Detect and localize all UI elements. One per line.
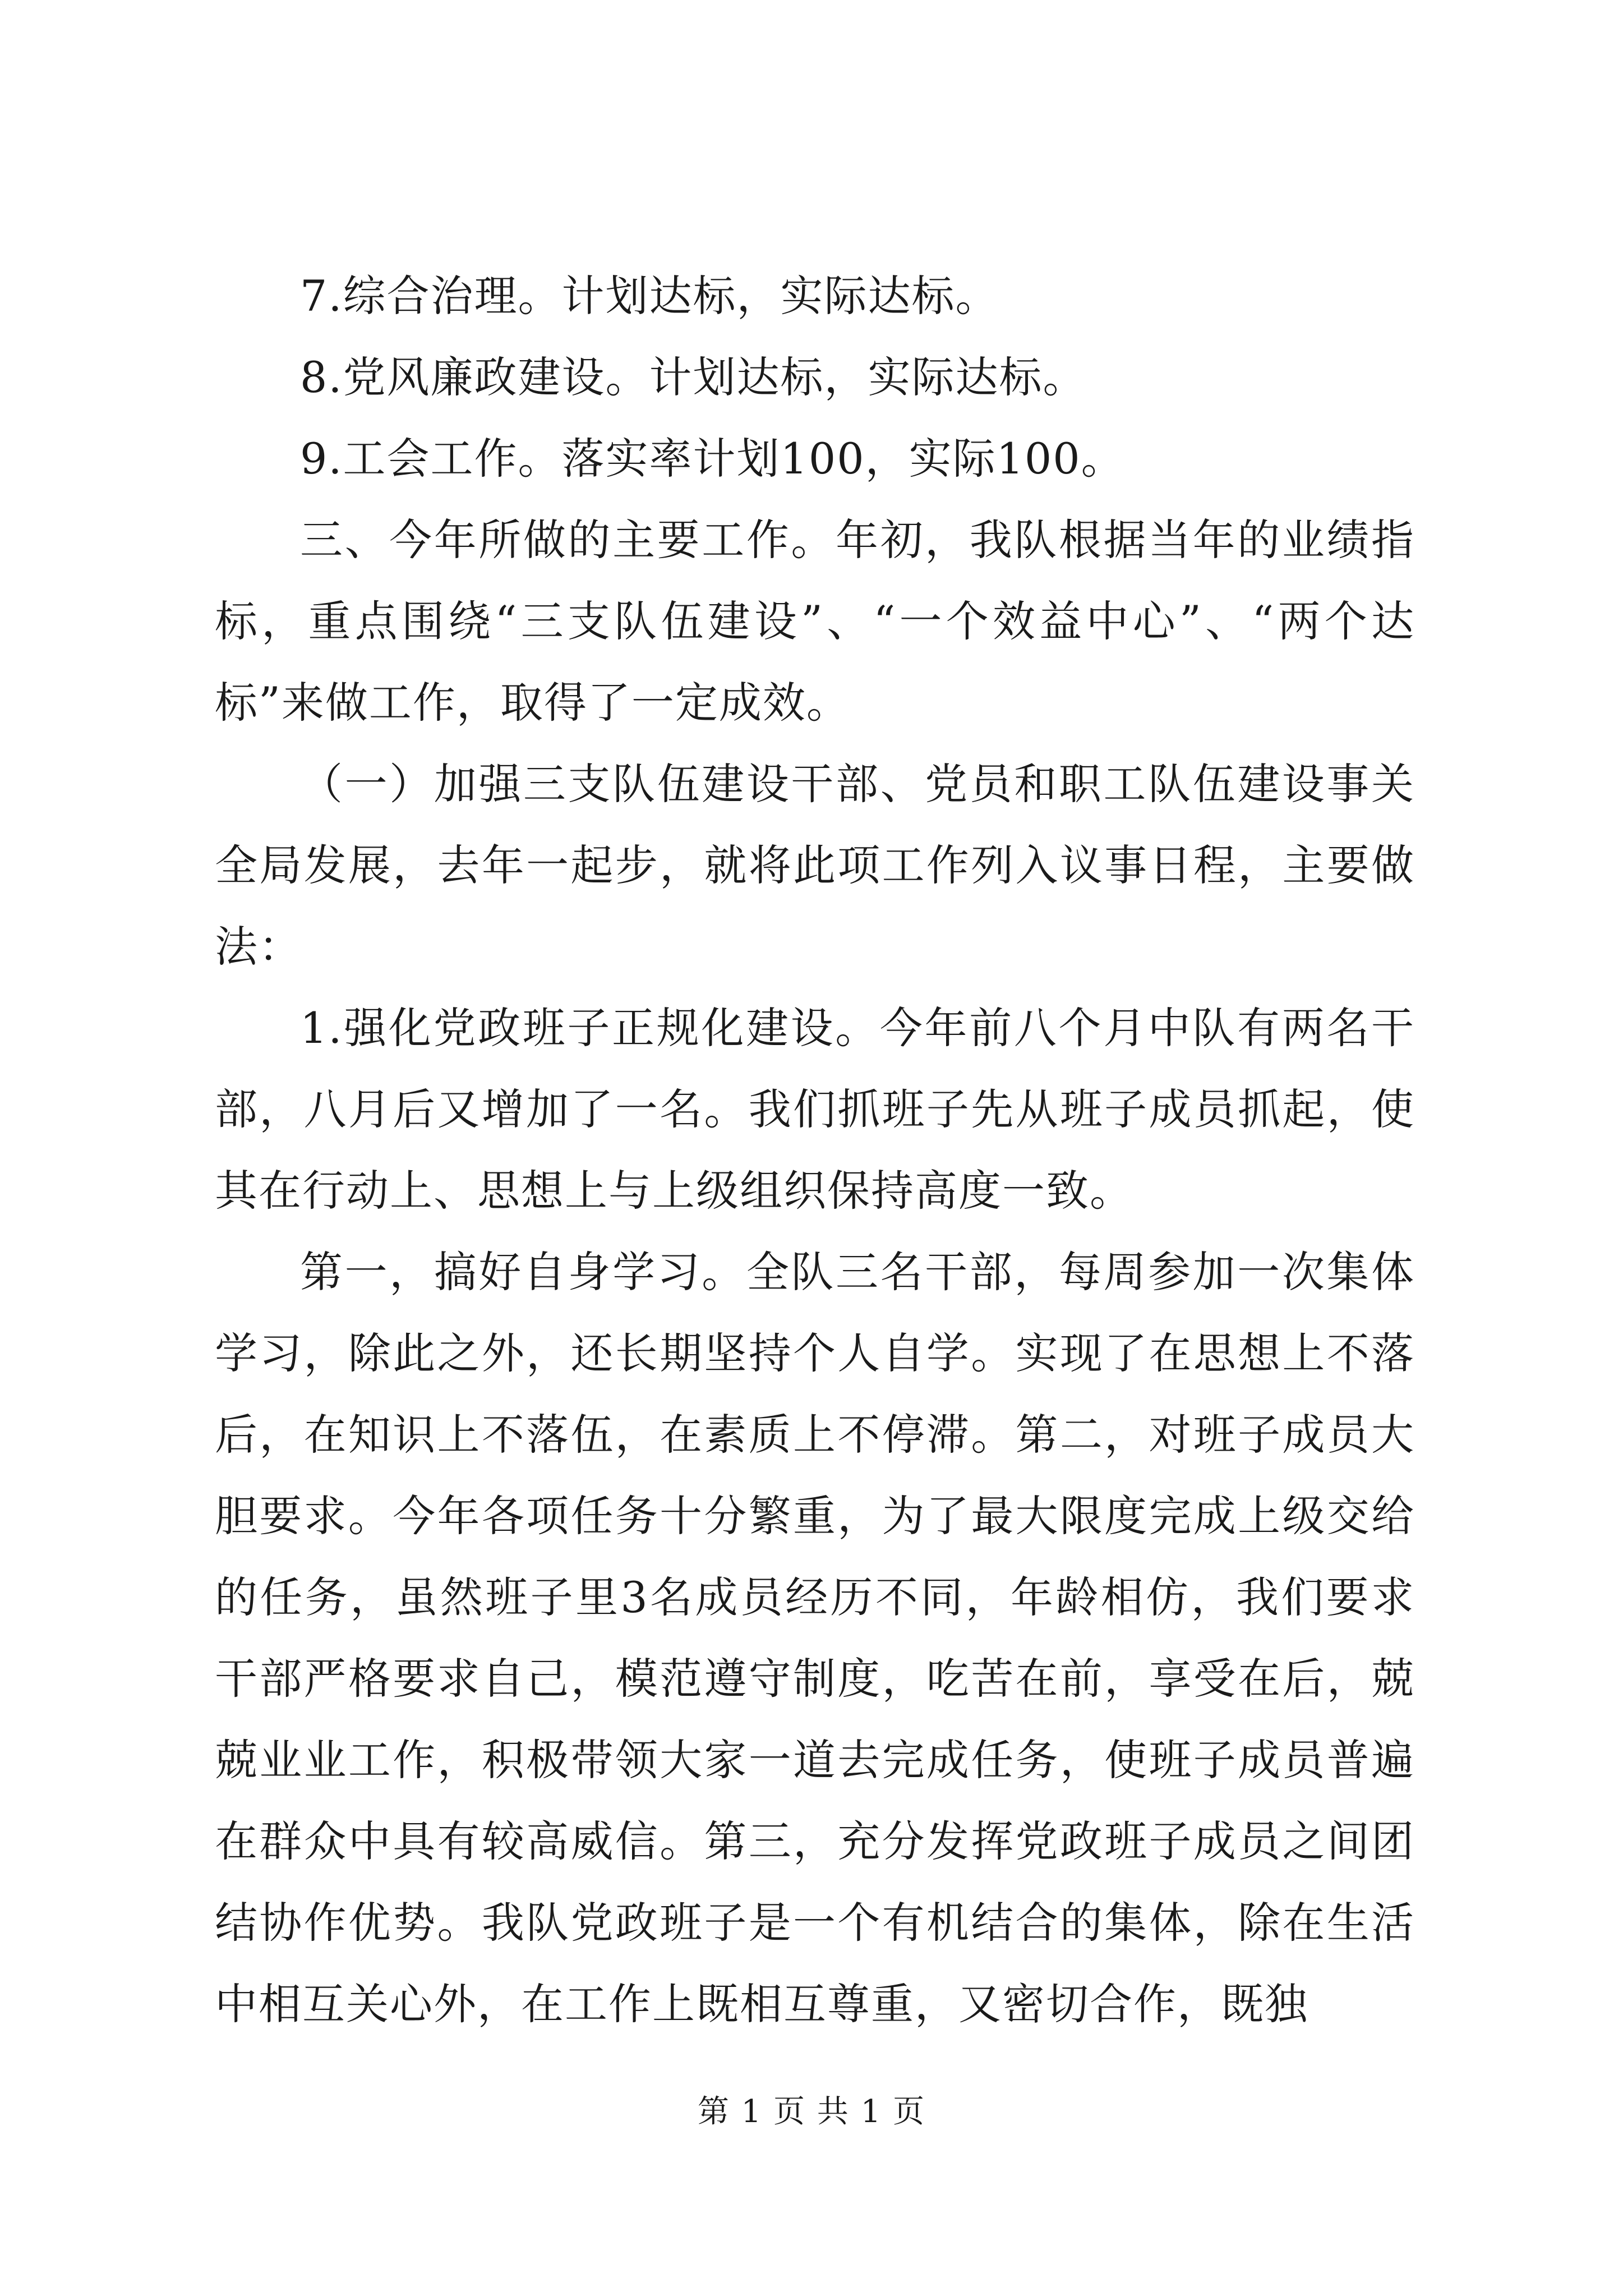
paragraph-item-8: 8.党风廉政建设。计划达标，实际达标。 <box>300 352 1087 402</box>
paragraph-subsection-one: （一）加强三支队伍建设干部、党员和职工队伍建设事关全局发展，去年一起步，就将此项工作列入议事日程，主要做法： <box>215 759 1415 972</box>
document-body <box>215 255 1415 2045</box>
paragraph-details: 第一，搞好自身学习。全队三名干部，每周参加一次集体学习，除此之外，还长期坚持个人自学。实现了在思想上不落后，在知识上不落伍，在素质上不停滞。第二，对班子成员大胆要求。今年各项任务十分繁重，为了最大限度完成上级交给的任务，虽然班子里3名成员经历不同，年龄相仿，我们要求干部严格要求自己，模范遵守制度，吃苦在前，享受在后，兢兢业业工作，积极带领大家一道去完成任务，使班子成员普遍在群众中具有较高威信。第三，充分发挥党政班子成员之间团结协作优势。我队党政班子是一个有机结合的集体，除在生活中相互关心外，在工作上既相互尊重，又密切合作，既独 <box>215 1247 1415 2029</box>
page-footer: 第 1 页 共 1 页 <box>697 2093 926 2130</box>
paragraph-item-9: 9.工会工作。落实率计划100，实际100。 <box>300 434 1125 484</box>
paragraph-point-one: 1.强化党政班子正规化建设。今年前八个月中队有两名干部，八月后又增加了一名。我们抓班子先从班子成员抓起，使其在行动上、思想上与上级组织保持高度一致。 <box>215 1003 1415 1216</box>
paragraph-section-three: 三、今年所做的主要工作。年初，我队根据当年的业绩指标，重点围绕“三支队伍建设”、“一个效益中心”、“两个达标”来做工作，取得了一定成效。 <box>215 515 1415 728</box>
paragraph-item-7: 7.综合治理。计划达标，实际达标。 <box>300 271 999 321</box>
